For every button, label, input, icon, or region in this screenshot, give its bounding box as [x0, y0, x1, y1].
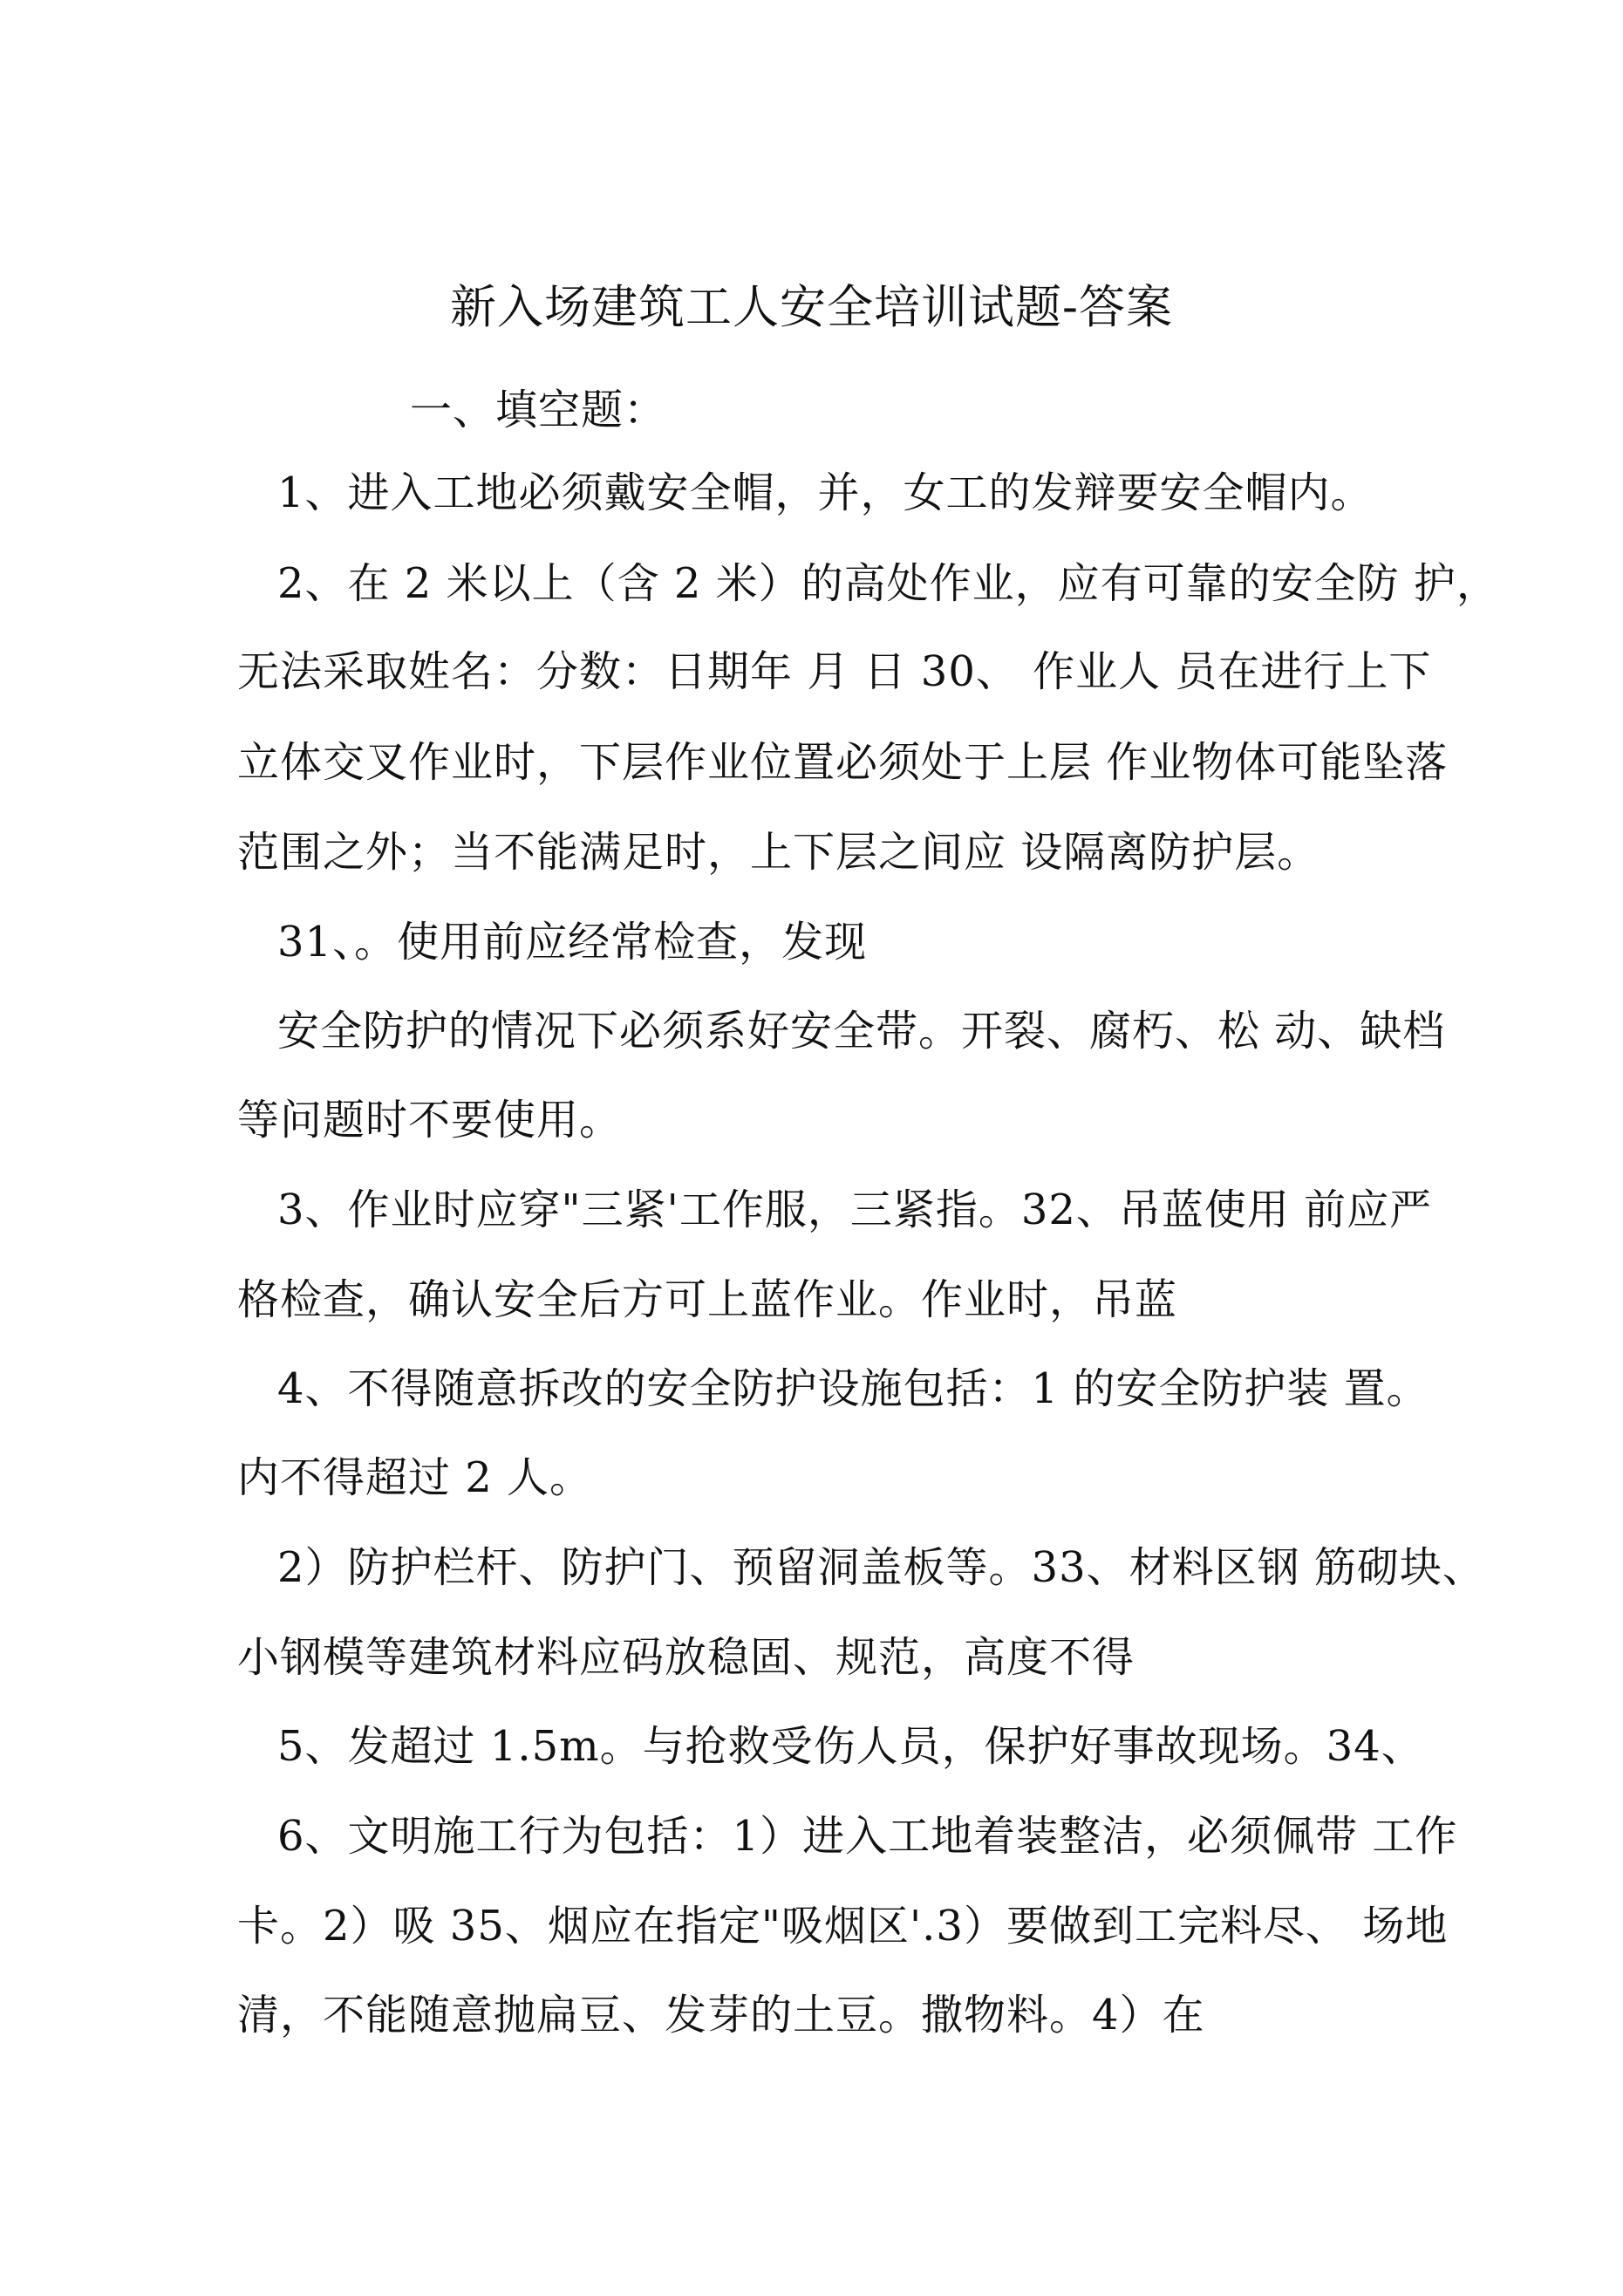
text-line: 2、在 2 米以上（含 2 米）的高处作业，应有可靠的安全防 护，	[277, 559, 1499, 608]
text-line: 卡。2）吸 35、烟应在指定"吸烟区'.3）要做到工完料尽、 场地	[237, 1902, 1449, 1951]
text-line: 4、不得随意拆改的安全防护设施包括：1 的安全防护装 置。	[277, 1364, 1429, 1413]
text-line: 小钢模等建筑材料应码放稳固、规范，高度不得	[237, 1633, 1135, 1682]
text-line: 3、作业时应穿"三紧'工作服，三紧指。32、吊蓝使用 前应严	[277, 1186, 1433, 1234]
section-heading: 一、填空题：	[410, 386, 667, 434]
text-line: 2）防护栏杆、防护门、预留洞盖板等。33、材料区钢 筋砌块、	[277, 1543, 1485, 1592]
text-line: 31、。使用前应经常检查，发现	[277, 918, 868, 967]
text-line: 等问题时不要使用。	[237, 1096, 623, 1145]
text-line: 内不得超过 2 人。	[237, 1453, 593, 1502]
text-line: 5、发超过 1.5m。与抢救受伤人员，保护好事故现场。34、	[277, 1722, 1424, 1771]
text-line: 6、文明施工行为包括：1）进入工地着装整洁，必须佩带 工作	[277, 1812, 1458, 1861]
text-line: 范围之外；当不能满足时，上下层之间应 设隔离防护层。	[237, 828, 1320, 877]
text-line: 1、进入工地必须戴安全帽，并，女工的发辩要安全帽内。	[277, 468, 1374, 517]
text-line: 安全防护的情况下必须系好安全带。开裂、腐朽、松 动、缺档	[277, 1007, 1446, 1056]
text-line: 格检查，确认安全后方可上蓝作业。作业时，吊蓝	[237, 1275, 1178, 1324]
document-title: 新入场建筑工人安全培训试题-答案	[450, 281, 1173, 334]
text-line: 立体交叉作业时，下层作业位置必须处于上层 作业物体可能坠落	[237, 738, 1449, 787]
text-line: 无法采取姓名：分数：日期年 月 日 30、 作业人 员在进行上下	[237, 647, 1432, 696]
text-line: 清，不能随意抛扁豆、发芽的土豆。撒物料。4）在	[237, 1991, 1205, 2040]
